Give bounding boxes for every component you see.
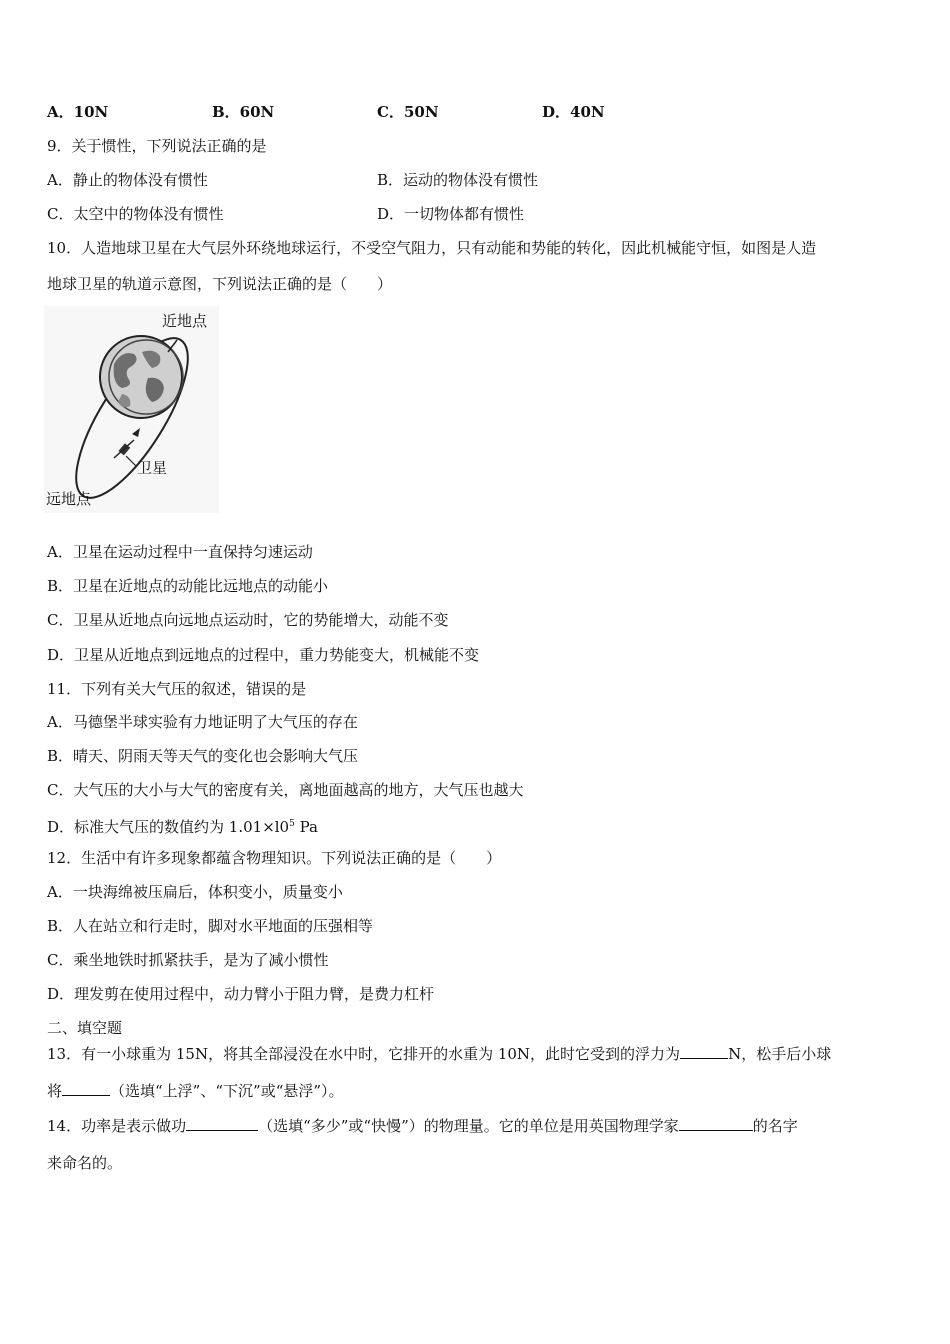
- q13-text-3: 将: [47, 1082, 63, 1100]
- q12-option-d: D．理发剪在使用过程中，动力臂小于阻力臂，是费力杠杆: [47, 985, 435, 1003]
- q14-line2: 来命名的。: [47, 1154, 123, 1172]
- q14-text-3: 的名字: [752, 1117, 798, 1135]
- q8-option-b: B．60N: [212, 103, 275, 121]
- q10-stem-line1: 10．人造地球卫星在大气层外环绕地球运行，不受空气阻力，只有动能和势能的转化，因此机械能守恒，如图是人造: [47, 239, 817, 257]
- q12-option-a: A．一块海绵被压扁后，体积变小，质量变小: [47, 883, 343, 901]
- q10-option-a: A．卫星在运动过程中一直保持匀速运动: [47, 543, 313, 561]
- q11-option-d-exponent: 5: [289, 819, 295, 829]
- q12-option-c: C．乘坐地铁时抓紧扶手，是为了减小惯性: [47, 951, 329, 969]
- q9-stem: 9．关于惯性，下列说法正确的是: [47, 137, 267, 155]
- q12-stem: 12．生活中有许多现象都蕴含物理知识。下列说法正确的是（ ）: [47, 849, 502, 867]
- satellite-label: 卫星: [137, 459, 168, 477]
- q14-blank-physicist: [679, 1116, 753, 1131]
- q13-blank-motion: [62, 1081, 110, 1096]
- q11-option-d-prefix: D．标准大气压的数值约为 1.01×l0: [47, 818, 290, 836]
- q9-option-c: C．太空中的物体没有惯性: [47, 205, 224, 223]
- q11-option-d: [47, 814, 318, 837]
- q11-option-d-unit: Pa: [294, 818, 318, 836]
- q9-option-b: B．运动的物体没有惯性: [377, 171, 539, 189]
- apogee-label: 远地点: [46, 490, 92, 508]
- q9-option-d: D．一切物体都有惯性: [377, 205, 525, 223]
- section-title-fill-in: 二、填空题: [47, 1019, 123, 1037]
- q13-line1: [47, 1044, 831, 1064]
- q13-line2: [47, 1081, 344, 1101]
- q8-option-a: A．10N: [47, 103, 109, 121]
- q10-option-c: C．卫星从近地点向远地点运动时，它的势能增大，动能不变: [47, 611, 449, 629]
- q8-option-c: C．50N: [377, 103, 439, 121]
- q14-blank-speed: [186, 1116, 258, 1131]
- q10-option-b: B．卫星在近地点的动能比远地点的动能小: [47, 577, 329, 595]
- q13-text-2: N，松手后小球: [728, 1045, 832, 1063]
- q9-option-a: A．静止的物体没有惯性: [47, 171, 208, 189]
- q11-option-b: B．晴天、阴雨天等天气的变化也会影响大气压: [47, 747, 359, 765]
- q14-line1: [47, 1116, 798, 1136]
- q13-text-1: 13．有一小球重为 15N，将其全部浸没在水中时，它排开的水重为 10N，此时它受到的浮力为: [47, 1045, 681, 1063]
- q11-option-a: A．马德堡半球实验有力地证明了大气压的存在: [47, 713, 358, 731]
- q11-stem: 11．下列有关大气压的叙述，错误的是: [47, 680, 307, 698]
- q10-option-d: D．卫星从近地点到远地点的过程中，重力势能变大，机械能不变: [47, 646, 480, 664]
- q11-option-c: C．大气压的大小与大气的密度有关，离地面越高的地方，大气压也越大: [47, 781, 524, 799]
- satellite-orbit-figure: [44, 306, 219, 513]
- q10-stem-line2: 地球卫星的轨道示意图，下列说法正确的是（ ）: [47, 275, 393, 293]
- q12-option-b: B．人在站立和行走时，脚对水平地面的压强相等: [47, 917, 374, 935]
- q13-blank-buoyancy: [680, 1044, 728, 1059]
- q13-text-4: （选填“上浮”、“下沉”或“悬浮”）。: [110, 1082, 344, 1100]
- q8-option-d: D．40N: [542, 103, 605, 121]
- q14-text-1: 14．功率是表示做功: [47, 1117, 187, 1135]
- perigee-label: 近地点: [162, 312, 208, 330]
- q14-text-2: （选填“多少”或“快慢”）的物理量。它的单位是用英国物理学家: [258, 1117, 679, 1135]
